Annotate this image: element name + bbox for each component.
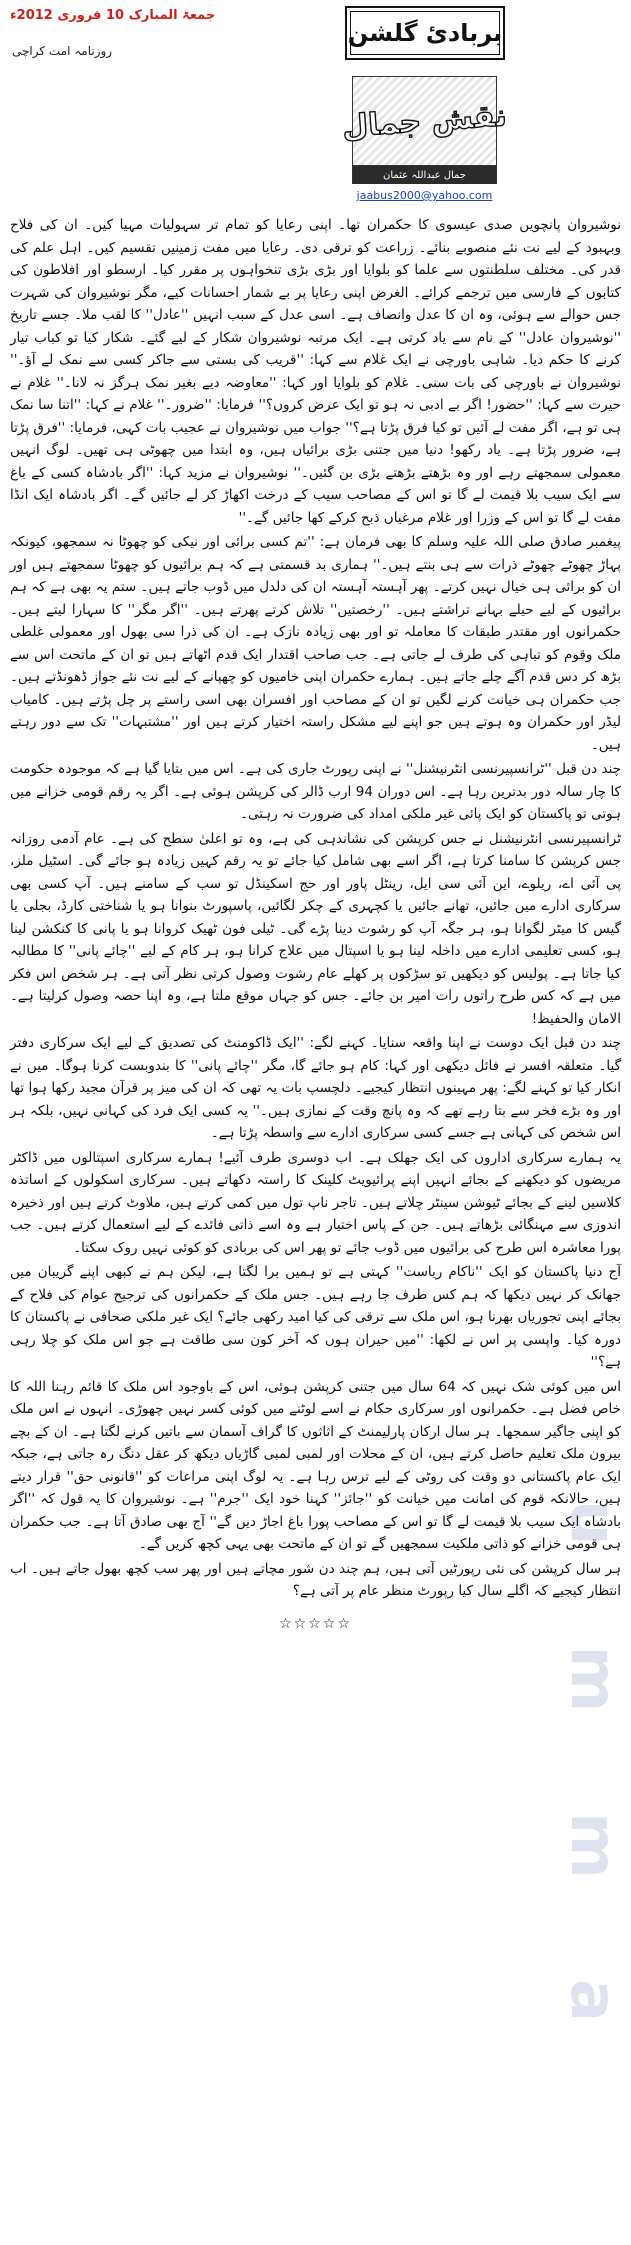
article-paragraph: چند دن قبل ایک دوست نے اپنا واقعہ سنایا۔ کہنے لگے: ''ایک ڈاکومنٹ کی تصدیق کے لیے ایک سرکاری دفتر گیا۔ متعلقہ افسر نے فائل دیکھی اور کہا: کام ہو جائے گا، مگر ''چائے پانی'' کا بندوبست کرنا ہوگا۔ میں نے انکار کیا تو کہنے لگے: پھر مہینوں انتظار کیجیے۔ دلچسپ بات یہ تھی کہ ان کی میز پر قرآن مجید رکھا ہوا تھا اور وہ بڑے فخر سے بتا رہے تھے کہ وہ پانچ وقت کے نمازی ہیں۔'' یہ کسی ایک فرد کی کہانی نہیں، بلکہ ہر اس شخص کی کہانی ہے جسے کسی سرکاری ادارے سے واسطہ پڑتا ہے۔ (10, 1035, 621, 1141)
publication-date: جمعۃ المبارک 10 فروری 2012ء (10, 8, 216, 23)
article-paragraph: ہر سال کرپشن کی نئی رپورٹیں آتی ہیں، ہم چند دن شور مچاتے ہیں اور پھر سب کچھ بھول جاتے ہیں۔ اب انتظار کیجیے کہ اگلے سال کیا رپورٹ منظر عام پر آتی ہے؟ (10, 1560, 621, 1599)
end-of-article-stars: ☆☆☆☆☆ (279, 1615, 352, 1632)
column-logo (341, 76, 508, 184)
article-paragraph: یہ ہمارے سرکاری اداروں کی ایک جھلک ہے۔ اب دوسری طرف آئیے! ہمارے سرکاری اسپتالوں میں ڈاکٹر مریضوں کو دیکھنے کے بجائے انہیں اپنے پرائیویٹ کلینک کا راستہ دکھاتے ہیں۔ سرکاری اسکولوں کے اساتذہ کلاسیں لینے کے بجائے ٹیوشن سینٹر چلاتے ہیں۔ تاجر ناپ تول میں کمی کرتے ہیں، ملاوٹ کرتے ہیں اور ذخیرہ اندوزی سے مہنگائی بڑھاتے ہیں۔ جن کے پاس اختیار ہے وہ اسے ذاتی فائدے کے لیے استعمال کرتے ہیں۔ جب پورا معاشرہ اس طرح کی برائیوں میں ڈوب جائے تو پھر اس کی بربادی کو کوئی نہیں روک سکتا۔ (10, 1149, 621, 1256)
article-body (10, 214, 621, 1635)
article-paragraph: نوشیروان پانچویں صدی عیسوی کا حکمران تھا۔ اپنی رعایا کو تمام تر سہولیات مہیا کیں۔ ان کی فلاح وبہبود کے لیے نت نئے منصوبے بنائے۔ زراعت کو ترقی دی۔ رعایا میں مفت زمینیں تقسیم کیں۔ اہل علم کی قدر کی۔ مختلف سلطنتوں سے علما کو بلوایا اور بڑی بڑی تنخواہوں پر مقرر کیا۔ ارسطو اور افلاطون کی کتابوں کے فارسی میں ترجمے کرائے۔ الغرض اپنی رعایا پر بے شمار احسانات کیے، مگر نوشیروان کی شہرت جس حوالے سے ہوئی، وہ ان کا عدل وانصاف ہے۔ اسی عدل کے سبب انہیں ''عادل'' کا لقب ملا۔ جسے تاریخ ''نوشیروان عادل'' کے نام سے یاد کرتی ہے۔ ایک مرتبہ نوشیروان شکار کے لیے گئے۔ شکار کیا تو کباب تیار کرنے کا حکم دیا۔ شاہی باورچی نے ایک غلام سے کہا: ''قریب کی بستی سے جاکر کسی سے نمک لے آؤ۔'' نوشیروان نے باورچی کی بات سنی۔ غلام کو بلوایا اور کہا: ''معاوضہ دیے بغیر نمک ہرگز نہ لانا۔'' غلام نے حیرت سے کہا: ''حضور! اگر بے ادبی نہ ہو تو ایک عرض کروں؟'' فرمایا: ''ضرور۔'' غلام نے کہا: ''اتنا سا نمک ہی تو ہے، اگر مفت لے آئیں تو کیا فرق پڑتا ہے؟'' جواب میں نوشیروان نے عجیب بات کہی، فرمایا: ''فرق پڑتا ہے، ضرور پڑتا ہے۔ یاد رکھو! دنیا میں جتنی بڑی برائیاں ہیں، وہ ابتدا میں چھوٹی ہی تھیں۔ لوگ انہیں معمولی سمجھتے رہے اور وہ بڑھتے بڑھتے بڑی بن گئیں۔'' نوشیروان نے مزید کہا: ''اگر بادشاہ کسی کے باغ سے ایک سیب بلا قیمت لے گا تو اس کے مصاحب سیب کے درخت اکھاڑ کر لے جائیں گے۔ اگر بادشاہ ایک انڈا مفت لے گا تو اس کے وزرا اور غلام مرغیاں ذبح کرکے کھا جائیں گے۔'' (10, 217, 621, 526)
article-paragraph: پیغمبر صادق صلی اللہ علیہ وسلم کا بھی فرمان ہے: ''تم کسی برائی اور نیکی کو چھوٹا نہ سمجھو، کیونکہ پہاڑ چھوٹے چھوٹے ذرات سے ہی بنتے ہیں۔'' ہماری بد قسمتی ہے کہ ہم برائیوں کو چھوٹا سمجھتے ہیں اور ان کو برائی ہی خیال نہیں کرتے۔ پھر آہستہ آہستہ ان کی دلدل میں ڈوب جاتے ہیں۔ ستم یہ بھی ہے کہ ہم برائیوں کے لیے حیلے بہانے تراشتے ہیں۔ ''رخصتیں'' تلاش کرتے پھرتے ہیں۔ ''اگر مگر'' کا سہارا لیتے ہیں۔ حکمرانوں اور مقتدر طبقات کا معاملہ تو اور بھی زیادہ نازک ہے۔ ان کی ذرا سی بھول اور معمولی غلطی ملک وقوم کو تباہی کی طرف لے جاتی ہے۔ جب صاحب اقتدار ایک قدم اٹھاتے ہیں تو ان کے ماتحت اس سے بڑھ کر دس قدم آگے چلے جاتے ہیں۔ ہمارے حکمران اپنی خامیوں کو چھپانے کے لیے نت نئے جواز ڈھونڈتے ہیں۔ جب حکمران ہی خیانت کرنے لگیں تو ان کے مصاحب اور افسران بھی اسی راستے پر چل پڑتے ہیں۔ کامیاب لیڈر اور حکمران وہ ہوتے ہیں جو اپنے لیے مشکل راستہ اختیار کرتے ہیں اور ''مشتبہات'' تک سے دور رہتے ہیں۔ (10, 534, 621, 753)
author-name: جمال عبداللہ عثمان (353, 166, 496, 184)
watermark: umma (556, 1500, 630, 2123)
article-paragraph: چند دن قبل ''ٹرانسپیرنسی انٹرنیشنل'' نے اپنی رپورٹ جاری کی ہے۔ اس میں بتایا گیا ہے کہ موجودہ حکومت کا چار سالہ دور بدترین رہا ہے۔ اس دوران 94 ارب ڈالر کی کرپشن ہوئی ہے۔ اگر یہ رقم قومی خزانے میں ہوتی تو پاکستان کو ایک پائی غیر ملکی امداد کی ضرورت نہ رہتی۔ (10, 761, 621, 822)
article-paragraph: ٹرانسپیرنسی انٹرنیشنل نے جس کرپشن کی نشاندہی کی ہے، وہ تو اعلیٰ سطح کی ہے۔ عام آدمی روزانہ جس کرپشن کا سامنا کرتا ہے، اگر اسے بھی شامل کیا جائے تو یہ رقم کہیں زیادہ ہو جائے گی۔ اسٹیل ملز، پی آئی اے، ریلوے، این آئی سی ایل، رینٹل پاور اور حج اسکینڈل تو سب کے سامنے ہیں۔ آپ کسی بھی سرکاری ادارے میں جائیں، تھانے جائیں یا کچہری کے چکر لگائیں، پاسپورٹ بنوانا ہو یا شناختی کارڈ، بجلی یا گیس کا میٹر لگوانا ہو، ہر جگہ آپ کو رشوت دینا پڑے گی۔ ٹیلی فون ٹھیک کروانا ہو یا پانی کا کنکشن لینا ہو، کسی تعلیمی ادارے میں داخلہ لینا ہو یا اسپتال میں علاج کرانا ہو، ہر کام کے لیے ''چائے پانی'' کا مطالبہ کیا جاتا ہے۔ پولیس کو دیکھیں تو سڑکوں پر کھلے عام رشوت وصول کرتی نظر آتی ہے۔ ہر شخص اس فکر میں ہے کہ کس طرح راتوں رات امیر بن جائے۔ جس کو جہاں موقع ملتا ہے، وہ اپنا حصہ وصول کرلیتا ہے۔ الامان والحفیظ! (10, 830, 622, 1027)
column-title-box (345, 6, 505, 60)
article-paragraph: اس میں کوئی شک نہیں کہ 64 سال میں جتنی کرپشن ہوئی، اس کے باوجود اس ملک کا قائم رہنا اللہ کا خاص فضل ہے۔ حکمرانوں اور سرکاری حکام نے اسے لوٹنے میں کوئی کسر نہیں چھوڑی۔ انہوں نے اس ملک کو اپنی جاگیر سمجھا۔ ہر سال ارکان پارلیمنٹ کے اثاثوں کا گراف آسمان سے باتیں کرنے لگتا ہے۔ ان کے بچے بیرون ملک تعلیم حاصل کرتے ہیں، ان کے محلات اور لمبی لمبی گاڑیاں دیکھ کر عقل دنگ رہ جاتی ہے، جبکہ ایک عام پاکستانی دو وقت کی روٹی کے لیے ترس رہا ہے۔ یہ لوگ اپنی مراعات کو ''قانونی حق'' قرار دیتے ہیں، حالانکہ قوم کی امانت میں خیانت کو ''جائز'' کہنا خود ایک ''جرم'' ہے۔ نوشیروان کا یہ قول کہ ''اگر بادشاہ ایک سیب بلا قیمت لے گا تو اس کے مصاحب پورا باغ اجاڑ دیں گے'' آج بھی صادق آتا ہے۔ جب حکمران ہی قومی خزانے کو ذاتی ملکیت سمجھیں گے تو ان کے ماتحت بھی یہی کچھ کریں گے۔ (10, 1378, 621, 1552)
column-title: بربادیٔ گلشن (347, 19, 503, 47)
article-paragraph: آج دنیا پاکستان کو ایک ''ناکام ریاست'' کہتی ہے تو ہمیں برا لگتا ہے، لیکن ہم نے کبھی اپنے گریبان میں جھانک کر نہیں دیکھا کہ ہم کس طرف جا رہے ہیں۔ جس ملک کے حکمرانوں کی ترجیح عوام کی فلاح کے بجائے اپنی تجوریاں بھرنا ہو، اس ملک سے ترقی کی کیا امید رکھی جائے؟ ایک غیر ملکی صحافی نے پاکستان کا دورہ کیا۔ واپسی پر اس نے لکھا: ''میں حیران ہوں کہ آخر کون سی طاقت ہے جو اس ملک کو چلا رہی ہے؟'' (10, 1264, 621, 1370)
column-logo-text: نقش جمال (341, 97, 508, 145)
author-email: jaabus2000@yahoo.com (356, 189, 493, 202)
newspaper-name: روزنامہ امت کراچی (12, 44, 113, 58)
column-logo-art (341, 77, 508, 166)
